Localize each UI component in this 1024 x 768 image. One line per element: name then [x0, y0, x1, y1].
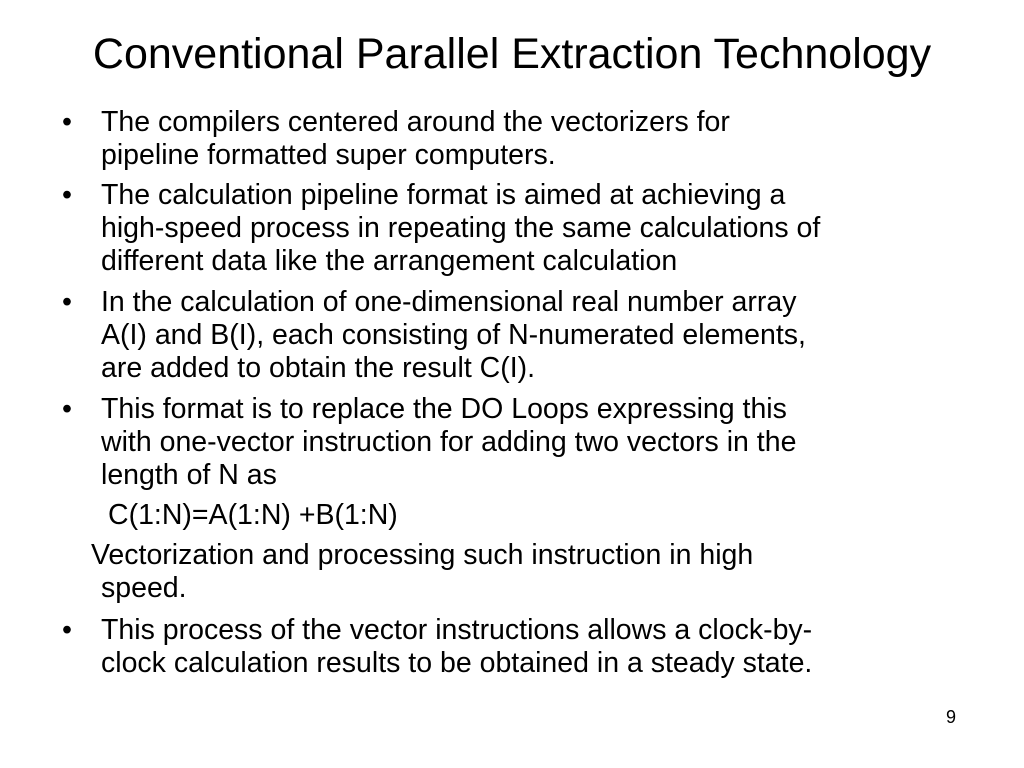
bullet-2-line-3: different data like the arrangement calculation	[101, 245, 678, 277]
bullet-marker: •	[62, 106, 72, 138]
bullet-marker: •	[62, 614, 72, 646]
bullet-5-line-2: clock calculation results to be obtained in a steady state.	[101, 647, 813, 679]
bullet-5-line-1: This process of the vector instructions allows a clock-by-	[101, 614, 813, 646]
bullet-2-line-1: The calculation pipeline format is aimed at achieving a	[101, 179, 786, 211]
continuation-line-2: speed.	[101, 572, 187, 604]
bullet-3-line-3: are added to obtain the result C(I).	[101, 352, 536, 384]
bullet-1-line-2: pipeline formatted super computers.	[101, 139, 556, 171]
bullet-4-line-2: with one-vector instruction for adding two vectors in the	[101, 426, 797, 458]
bullet-2-line-2: high-speed process in repeating the same calculations of	[101, 212, 821, 244]
bullet-3-line-2: A(I) and B(I), each consisting of N-numerated elements,	[101, 319, 806, 351]
slide-title: Conventional Parallel Extraction Technology	[92, 30, 932, 78]
formula-line: C(1:N)=A(1:N) +B(1:N)	[108, 499, 398, 531]
bullet-marker: •	[62, 179, 72, 211]
bullet-4-line-3: length of N as	[101, 459, 277, 491]
bullet-marker: •	[62, 286, 72, 318]
continuation-line-1: Vectorization and processing such instruction in high	[91, 539, 754, 571]
page-number: 9	[946, 707, 957, 727]
bullet-3-line-1: In the calculation of one-dimensional real number array	[101, 286, 797, 318]
bullet-1-line-1: The compilers centered around the vectorizers for	[101, 106, 730, 138]
bullet-4-line-1: This format is to replace the DO Loops expressing this	[101, 393, 787, 425]
bullet-marker: •	[62, 393, 72, 425]
